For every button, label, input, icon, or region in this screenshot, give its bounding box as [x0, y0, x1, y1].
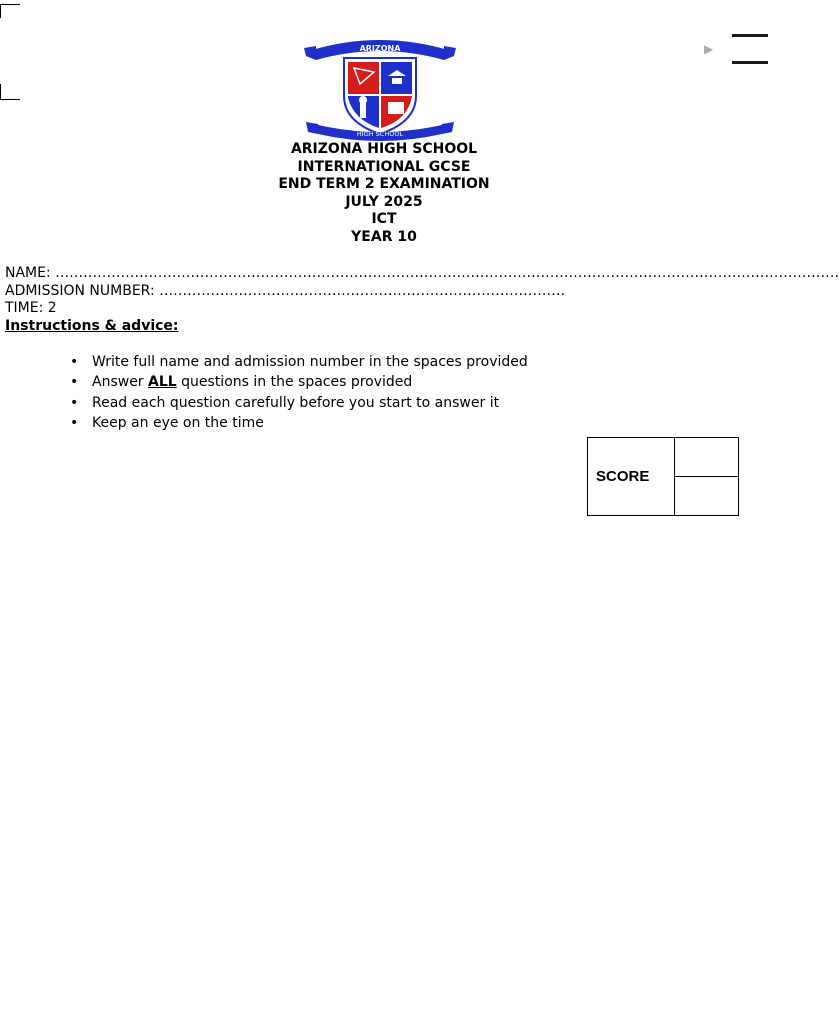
curriculum-name: INTERNATIONAL GCSE — [297, 158, 471, 175]
admission-number-field[interactable]: ADMISSION NUMBER: …………………………………………………………………………… — [5, 282, 566, 299]
subject: ICT — [371, 211, 397, 228]
instructions-list — [70, 352, 528, 433]
score-table — [587, 437, 739, 516]
exam-date: JULY 2025 — [345, 193, 423, 210]
time-field: TIME: 2 — [5, 300, 57, 317]
score-cell-top[interactable] — [675, 438, 739, 477]
score-label: SCORE — [588, 438, 675, 516]
score-cell-bottom[interactable] — [675, 477, 739, 516]
admission-dots: …………………………………………………………………………… — [159, 282, 566, 299]
play-arrow-icon[interactable]: ▶ — [704, 42, 714, 56]
crop-mark-bottom-h — [0, 99, 20, 100]
crop-mark-top — [0, 4, 1, 18]
hamburger-menu-icon[interactable] — [732, 33, 768, 67]
list-item: • Keep an eye on the time — [70, 413, 528, 433]
name-dots: …………………………………………………………………………………………………………………………………………………… — [55, 265, 839, 281]
year-group: YEAR 10 — [351, 228, 417, 245]
school-crest-logo — [300, 36, 460, 140]
list-item: • Write full name and admission number in the spaces provided — [70, 352, 528, 372]
crest-top-text: ARIZONA — [359, 44, 401, 53]
instructions-title: Instructions & advice: — [5, 317, 179, 334]
crest-bottom-text: HIGH SCHOOL — [356, 130, 404, 138]
crop-mark-top-h — [0, 4, 20, 5]
school-name: ARIZONA HIGH SCHOOL — [290, 141, 478, 157]
crop-mark-bottom — [0, 84, 1, 100]
list-item: • Answer ALL questions in the spaces provided — [70, 372, 528, 392]
exam-title: END TERM 2 EXAMINATION — [278, 176, 490, 193]
list-item: • Read each question carefully before you start to answer it — [70, 393, 528, 413]
name-field[interactable]: NAME: …………………………………………………………………………………………………………………………………………………… — [5, 265, 839, 281]
exam-header — [0, 141, 768, 247]
student-fields — [5, 265, 839, 335]
emphasis-all: ALL — [148, 374, 177, 391]
